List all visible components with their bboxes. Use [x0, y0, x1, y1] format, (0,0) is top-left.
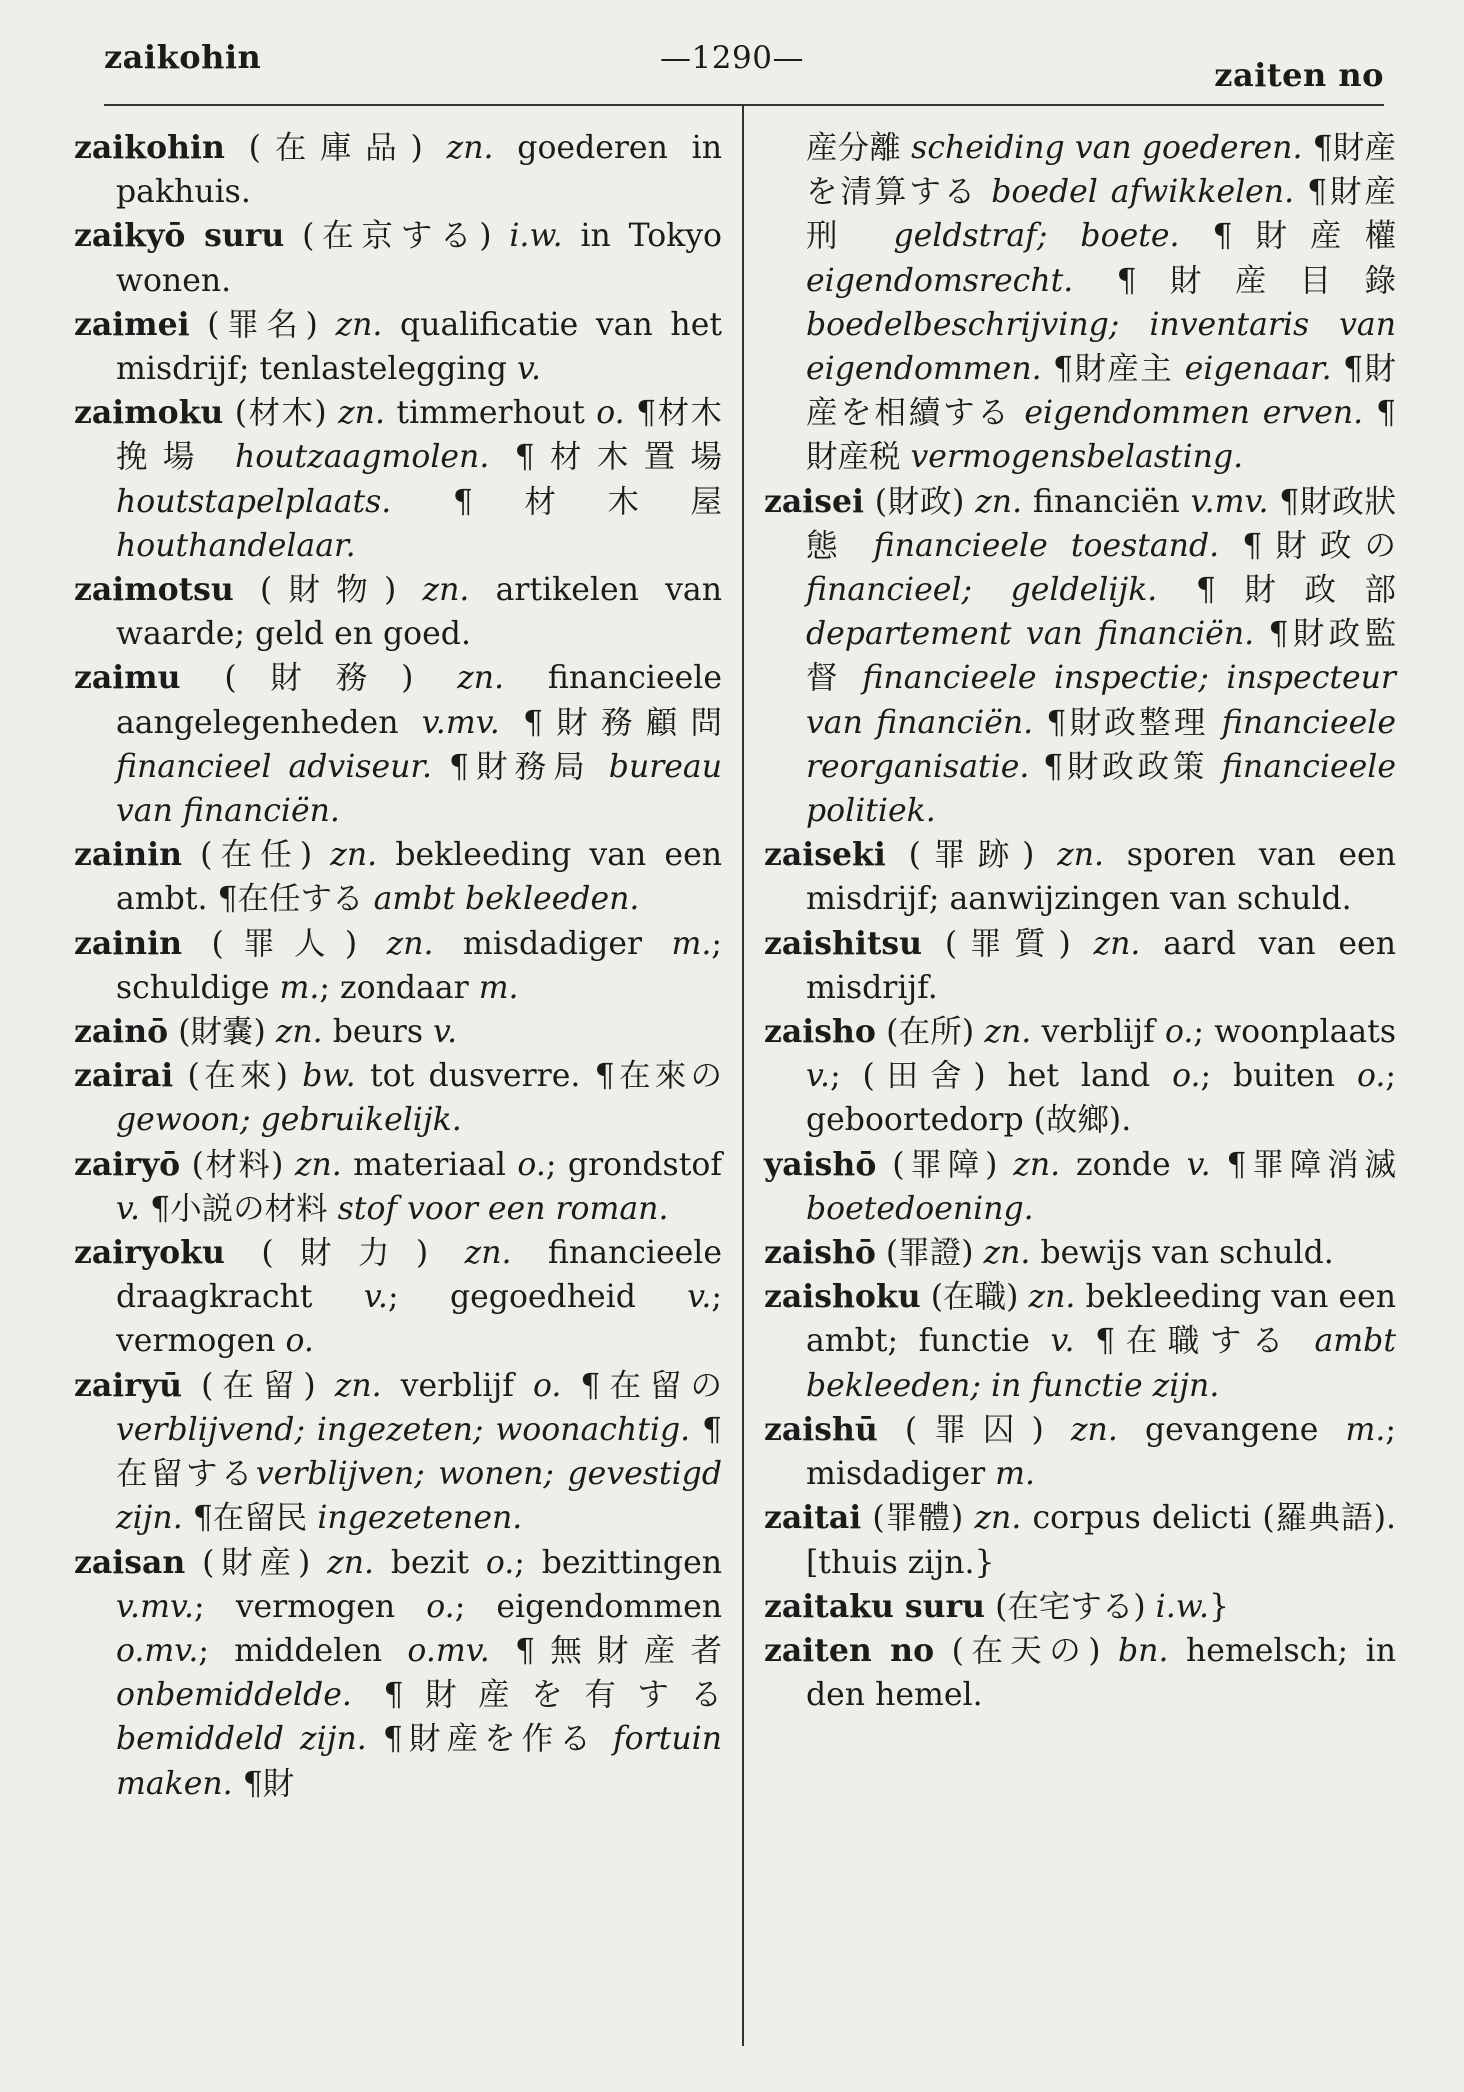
dictionary-entry [74, 1364, 722, 1541]
dictionary-entry [764, 1010, 1396, 1143]
entry-text: beurs [322, 1014, 434, 1051]
entry-text: financieele draagkracht [116, 1235, 723, 1316]
entry-text: ¶材木屋 [391, 483, 722, 520]
entry-text: aard van een misdrijf. [806, 925, 1396, 1006]
dictionary-entry [74, 126, 722, 214]
entry-text: 産分離 [806, 130, 912, 166]
grammar-label: i.w. [509, 218, 563, 255]
entry-text: bezit [374, 1544, 486, 1581]
dictionary-entry [74, 391, 722, 568]
entry-text: ¶財務顧問 [499, 704, 723, 741]
entry-text: ¶財政政策 [1029, 748, 1222, 785]
headword: zaisan [74, 1543, 186, 1581]
grammar-label: o. [1356, 1058, 1386, 1095]
entry-text: ; woonplaats [1193, 1014, 1396, 1051]
translation-italic: financieele toestand. [873, 527, 1220, 564]
headword: zaisho [764, 1013, 876, 1051]
grammar-label: zn. [446, 130, 494, 166]
entry-text: (材料) [180, 1146, 295, 1183]
dictionary-entry [764, 922, 1396, 1010]
headword: zaishitsu [764, 924, 923, 962]
grammar-label: zn. [983, 1235, 1031, 1272]
entry-text: ¶材木挽場 [116, 395, 722, 476]
grammar-label: zn. [464, 1235, 512, 1272]
entry-text: (材木) [223, 395, 339, 432]
entry-text: (在任) [182, 837, 331, 874]
dictionary-entry [764, 1275, 1396, 1408]
entry-text: ¶財政狀態 [806, 483, 1396, 564]
entry-text: (財物) [233, 572, 423, 609]
translation-italic: verblijvend; ingezeten; woonachtig. [116, 1411, 691, 1448]
dictionary-entry [764, 1585, 1396, 1629]
grammar-label: m. [478, 969, 519, 1006]
headword: zaimei [74, 305, 190, 343]
dictionary-entry [764, 1408, 1396, 1496]
grammar-label: bw. [302, 1058, 356, 1095]
translation-italic: financieel adviseur. [116, 748, 433, 785]
grammar-label: zn. [1070, 1411, 1118, 1448]
entry-text: corpus delicti (羅典語). [thuis zijn.} [806, 1500, 1396, 1581]
dictionary-entry [74, 1143, 722, 1231]
translation-italic: geldstraf; boete. [893, 218, 1180, 255]
translation-italic: vermogensbelasting. [910, 439, 1244, 476]
translation-italic: gewoon; gebruikelijk. [116, 1102, 462, 1139]
translation-italic: eigendomsrecht. [806, 262, 1074, 299]
entry-text: (在京する) [284, 218, 510, 255]
headword: zaimu [74, 659, 181, 697]
entry-text: materiaal [341, 1146, 518, 1183]
grammar-label: o. [426, 1588, 455, 1625]
translation-italic: onbemiddelde. [116, 1677, 352, 1714]
dictionary-entry [74, 214, 722, 302]
entry-text: ; (田舍) het land [830, 1058, 1173, 1095]
grammar-label: v.mv. [116, 1588, 195, 1625]
entry-text: ; misdadiger [806, 1411, 1396, 1493]
dictionary-entry [764, 1629, 1396, 1717]
grammar-label: bn. [1118, 1632, 1169, 1669]
entry-text: hemelsch; in den hemel. [806, 1632, 1397, 1714]
entry-text: ¶財産を清算する [806, 130, 1397, 211]
entry-text: ¶財産を作る [366, 1721, 613, 1758]
grammar-label: zn. [974, 1500, 1022, 1537]
entry-text: ¶在留の [561, 1367, 722, 1404]
dictionary-entry [74, 833, 722, 921]
headword: zainin [74, 924, 183, 962]
entry-text: ¶財務局 [432, 748, 609, 785]
translation-italic: boedel afwikkelen. [991, 174, 1295, 211]
headword: zairai [74, 1057, 174, 1095]
dictionary-entry [764, 833, 1396, 921]
entry-text: gevangene [1117, 1411, 1346, 1448]
grammar-label: zn. [1093, 925, 1141, 962]
entry-text: ¶財産税 [806, 395, 1397, 476]
grammar-label: m. [1345, 1411, 1386, 1448]
headword: zairyō [74, 1145, 181, 1183]
headword: zaiten no [764, 1631, 935, 1669]
grammar-label: zn. [338, 395, 385, 432]
translation-italic: houtzaagmolen. [234, 439, 490, 476]
grammar-label: zn. [422, 572, 470, 609]
entry-text: (財嚢) [168, 1014, 276, 1051]
entry-text: financieele aangelegenheden [116, 660, 723, 741]
entry-text: ¶在留民 [182, 1500, 318, 1537]
entry-text: } [1209, 1588, 1230, 1625]
grammar-label: zn. [334, 1367, 382, 1404]
entry-text: ¶財産權 [1179, 218, 1396, 255]
entry-text: (在職) [920, 1279, 1029, 1316]
grammar-label: v.mv. [421, 704, 500, 741]
entry-text: bekleeding van een ambt. ¶在任する [116, 837, 722, 918]
entry-text: ¶在職する [1074, 1323, 1315, 1360]
page-number: —1290— [660, 40, 804, 76]
headword: zaikyō suru [74, 217, 285, 255]
entry-text: ¶財 [232, 1765, 295, 1802]
grammar-label: m. [279, 969, 320, 1006]
entry-text: timmerhout [384, 395, 597, 432]
entry-text: (罪人) [182, 925, 387, 962]
grammar-label: v. [806, 1058, 831, 1095]
grammar-label: zn. [335, 306, 383, 343]
translation-italic: ingezetenen. [317, 1500, 523, 1537]
entry-text: ¶財産を相續する [806, 351, 1396, 432]
headword: zaisei [764, 482, 865, 520]
left-column [74, 126, 722, 1806]
running-head-right: zaiten no [1214, 56, 1384, 94]
grammar-label: zn. [1028, 1279, 1076, 1316]
grammar-label: zn. [975, 483, 1023, 520]
translation-italic: departement van financiën. [806, 616, 1255, 653]
entry-text: (財務) [180, 660, 458, 697]
entry-text: ; buiten [1200, 1058, 1357, 1095]
translation-italic: financieele reorganisatie. [806, 704, 1396, 785]
entry-text: artikelen van waarde; geld en goed. [116, 572, 722, 653]
grammar-label: i.w. [1155, 1588, 1209, 1625]
entry-text: (在留) [182, 1367, 335, 1404]
entry-text: ¶無財産者 [489, 1632, 722, 1669]
grammar-label: v. [116, 1190, 141, 1227]
entry-text: ¶財産主 [1041, 351, 1185, 388]
translation-italic: eigenaar. [1184, 351, 1332, 388]
grammar-label: zn. [294, 1146, 342, 1183]
entry-text: (財力) [224, 1235, 465, 1272]
translation-italic: financieele politiek. [806, 748, 1396, 830]
headword: zaikohin [74, 129, 225, 166]
grammar-label: zn. [330, 837, 378, 874]
entry-text: ¶財政部 [1157, 572, 1396, 609]
entry-text: (在天の) [934, 1632, 1118, 1669]
headword: zaitaku suru [764, 1587, 986, 1625]
dictionary-entry [74, 568, 722, 656]
entry-text: bekleeding van een ambt; functie [806, 1279, 1396, 1360]
translation-italic: ambt bekleeden; in functie zijn. [806, 1323, 1396, 1404]
entry-text: qualificatie van het misdrijf; tenlastelegging [116, 306, 722, 388]
dictionary-entry [74, 303, 722, 391]
grammar-label: o. [1164, 1014, 1194, 1051]
entry-text: ; middelen [198, 1632, 408, 1669]
entry-text: ; vermogen [116, 1279, 722, 1360]
headword: zairyū [74, 1366, 183, 1404]
translation-italic: ambt bekleeden. [373, 881, 640, 918]
entry-text: ; schuldige [116, 925, 722, 1006]
translation-italic: financieel; geldelijk. [806, 572, 1158, 609]
headword: zaishō [764, 1234, 876, 1272]
dictionary-entry [74, 1054, 722, 1142]
entry-text: (罪跡) [885, 837, 1058, 874]
entry-continuation [764, 126, 1396, 480]
translation-italic: verblijven; wonen; gevestigd zijn. [116, 1456, 722, 1537]
entry-text: (財産) [185, 1544, 328, 1581]
entry-text: ; vermogen [194, 1588, 427, 1625]
grammar-label: o. [1172, 1058, 1201, 1095]
entry-text: financiën [1022, 483, 1191, 520]
grammar-label: m. [671, 925, 712, 962]
entry-text: (罪障) [876, 1146, 1014, 1183]
entry-text: ; bezittingen [514, 1544, 723, 1581]
entry-text: ¶在留する [116, 1411, 722, 1493]
translation-italic: boetedoening. [806, 1190, 1034, 1227]
grammar-label: o. [532, 1367, 562, 1404]
entry-text: ¶財政の [1219, 527, 1396, 564]
dictionary-entry [764, 1143, 1396, 1231]
entry-text: (罪體) [861, 1500, 975, 1537]
dictionary-entry [74, 922, 722, 1010]
dictionary-entry [764, 1496, 1396, 1584]
entry-text: ¶財産刑 [806, 174, 1396, 255]
headword: zainō [74, 1013, 169, 1051]
dictionary-entry [764, 480, 1396, 834]
entry-text: zonde [1060, 1146, 1187, 1183]
entry-text: verblijf [1031, 1014, 1165, 1051]
translation-italic: houtstapelplaats. [116, 483, 392, 520]
grammar-label: v. [516, 351, 542, 388]
grammar-label: o. [517, 1146, 546, 1183]
grammar-label: o. [485, 1544, 515, 1581]
headword: zaitai [764, 1499, 862, 1537]
entry-text: (在宅する) [985, 1588, 1156, 1625]
entry-text: ; grondstof [545, 1146, 722, 1183]
grammar-label: zn. [457, 660, 505, 697]
translation-italic: scheiding van goederen. [911, 130, 1303, 166]
grammar-label: v. [687, 1279, 712, 1316]
grammar-label: v. [433, 1014, 458, 1051]
grammar-label: v. [1050, 1323, 1075, 1360]
translation-italic: stof voor een roman. [337, 1190, 669, 1227]
headword: zainin [74, 836, 183, 874]
grammar-label: zn. [275, 1014, 323, 1051]
grammar-label: v. [363, 1279, 388, 1316]
entry-text: misdadiger [433, 925, 672, 962]
headword: zaimotsu [74, 571, 234, 609]
entry-text: ; gegoedheid [387, 1279, 688, 1316]
right-column [764, 126, 1396, 1717]
entry-text: goederen in pakhuis. [116, 130, 723, 211]
grammar-label: zn. [1013, 1146, 1061, 1183]
translation-italic: eigendommen erven. [1024, 395, 1364, 432]
grammar-label: o.mv. [407, 1632, 490, 1669]
grammar-label: m. [995, 1456, 1036, 1493]
headword: zaiseki [764, 836, 886, 874]
entry-text: ; zondaar [319, 969, 479, 1006]
translation-italic: houthandelaar. [116, 527, 356, 564]
entry-text: bewijs van schuld. [1030, 1235, 1334, 1272]
translation-italic: boedelbeschrijving; inventaris van eigendommen. [806, 306, 1396, 388]
entry-text: (罪名) [189, 306, 336, 343]
dictionary-entry [74, 656, 722, 833]
entry-text: verblijf [381, 1367, 533, 1404]
entry-text: ¶財政監督 [806, 616, 1396, 697]
entry-text: tot dusverre. ¶在來の [355, 1058, 723, 1095]
grammar-label: v. [1186, 1146, 1211, 1183]
headword: zaimoku [74, 394, 224, 432]
entry-text: ¶財産を有する [351, 1677, 722, 1714]
entry-text: ¶小説の材料 [140, 1190, 338, 1227]
header-rule [104, 104, 1384, 106]
running-head-left: zaikohin [104, 38, 262, 76]
translation-italic: financieele inspectie; inspecteur van financiën. [806, 660, 1396, 741]
grammar-label: o.mv. [116, 1632, 199, 1669]
entry-text: sporen van een misdrijf; aanwijzingen van schuld. [806, 837, 1396, 918]
headword: zairyoku [74, 1234, 225, 1272]
dictionary-entry [74, 1010, 722, 1054]
entry-text: ¶財産目錄 [1073, 262, 1396, 299]
grammar-label: zn. [327, 1544, 375, 1581]
grammar-label: o. [285, 1323, 314, 1360]
column-divider [742, 106, 744, 2046]
dictionary-entry [74, 1541, 722, 1806]
translation-italic: fortuin maken. [116, 1721, 722, 1802]
entry-text: (罪質) [922, 925, 1094, 962]
entry-text: ¶材木置場 [489, 439, 722, 476]
headword: zaishū [764, 1410, 878, 1448]
entry-text: ¶財政整理 [1033, 704, 1222, 741]
entry-text: (罪證) [875, 1235, 984, 1272]
grammar-label: v.mv. [1190, 483, 1269, 520]
entry-text: (在來) [173, 1058, 303, 1095]
entry-text: in Tokyo wonen. [116, 218, 723, 299]
dictionary-entry [74, 1231, 722, 1364]
translation-italic: bemiddeld zijn. [116, 1721, 367, 1758]
headword: zaishoku [764, 1278, 921, 1316]
entry-text: (在庫品) [224, 130, 447, 166]
grammar-label: zn. [1057, 837, 1105, 874]
grammar-label: o. [596, 395, 625, 432]
translation-italic: bureau van financiën. [116, 748, 722, 830]
entry-text: (罪囚) [877, 1411, 1071, 1448]
entry-text: (在所) [875, 1014, 985, 1051]
dictionary-entry [764, 1231, 1396, 1275]
entry-text: ; eigendommen [454, 1588, 723, 1625]
headword: yaishō [764, 1145, 877, 1183]
entry-text: ; geboortedorp (故鄉). [806, 1058, 1396, 1139]
grammar-label: zn. [984, 1014, 1032, 1051]
entry-text: (財政) [864, 483, 976, 520]
grammar-label: zn. [386, 925, 434, 962]
entry-text: ¶罪障消滅 [1210, 1146, 1396, 1183]
